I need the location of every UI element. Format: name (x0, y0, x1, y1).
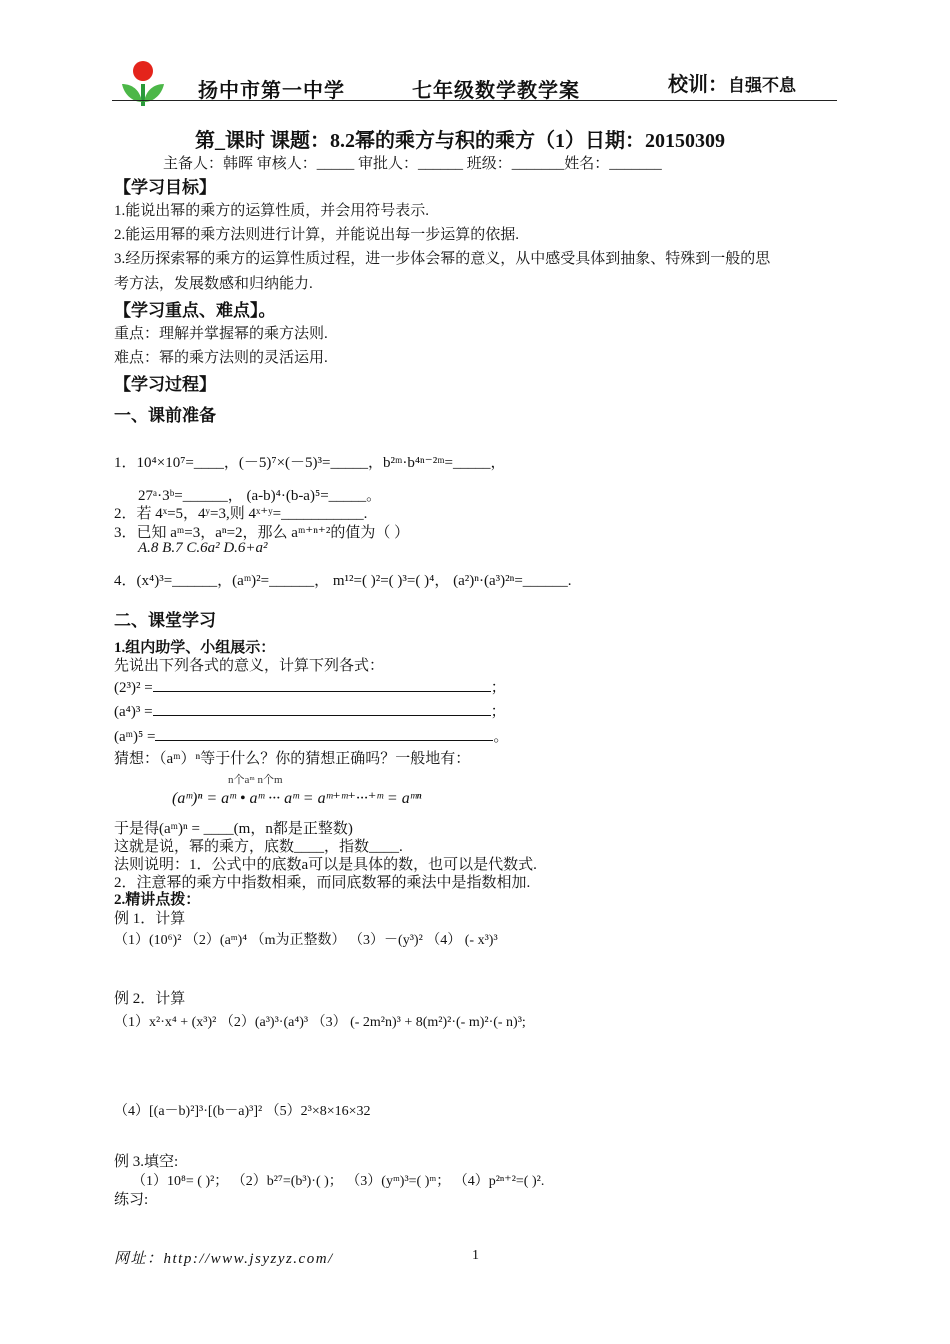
prep-q1b: 27ᵃ·3ᵇ=______， (a-b)⁴·(b-a)⁵=_____。 (138, 488, 382, 504)
example-2-row-2: （4）[(a－b)²]³·[(b－a)³]² （5）2³×8×16×32 (114, 1104, 371, 1119)
class-h2: 2.精讲点拨： (114, 892, 201, 908)
class-intro: 先说出下列各式的意义，计算下列各式： (114, 658, 385, 674)
rule-note-1: 法则说明：1．公式中的底数a可以是具体的数，也可以是代数式. (114, 857, 537, 873)
difficult-point: 难点：幂的乘方法则的灵活运用. (114, 350, 328, 366)
brace-labels: n个aᵐ n个m (228, 774, 283, 786)
goal-item-4: 考方法，发展数感和归纳能力. (114, 276, 313, 292)
expr-3-blank[interactable] (155, 725, 493, 741)
expr-3-lhs: (aᵐ)⁵ = (114, 729, 156, 745)
process-heading: 【学习过程】 (114, 375, 216, 394)
expr-2-lhs: (a⁴)³ = (114, 704, 153, 720)
prep-q2: 2．若 4ˣ=5，4ʸ=3,则 4ˣ⁺ʸ=___________. (114, 506, 368, 522)
section-class-heading: 二、课堂学习 (114, 611, 216, 630)
goal-item-3: 3.经历探索幂的乘方的运算性质过程，进一步体会幂的意义，从中感受具体到抽象、特殊到一般的思 (114, 251, 771, 267)
example-2-title: 例 2．计算 (114, 991, 186, 1007)
motto-label: 校训： (668, 72, 728, 96)
expr-1-end: ； (490, 680, 506, 696)
section-prep-heading: 一、课前准备 (114, 406, 216, 425)
expr-2-blank[interactable] (153, 700, 491, 716)
doc-type: 七年级数学教学案 (412, 78, 580, 102)
expr-1-blank[interactable] (153, 676, 491, 692)
header-rule (112, 100, 837, 101)
page-number: 1 (472, 1248, 479, 1263)
staff-line: 主备人：韩晖 审核人：_____ 审批人：______ 班级：_______姓名：_______ (163, 156, 662, 172)
expr-1 (114, 676, 506, 697)
expr-1-lhs: (2³)² = (114, 680, 153, 696)
motto-text: 自强不息 (728, 76, 796, 96)
example-3-items: （1）10⁸= ( )²； （2）b²⁷=(b³)·( )； （3）(yᵐ)³=( )ᵐ； （4）p²ⁿ⁺²=( )². (132, 1174, 545, 1189)
power-derivation: (aᵐ)ⁿ = aᵐ • aᵐ ··· aᵐ = aᵐ⁺ᵐ⁺···⁺ᵐ = aᵐⁿ (172, 790, 422, 807)
rule-meaning: 这就是说，幂的乘方，底数____，指数____. (114, 839, 403, 855)
example-3-title: 例 3.填空: (114, 1154, 179, 1170)
expr-2 (114, 700, 506, 721)
expr-3-end: 。 (493, 729, 509, 745)
key-point: 重点：理解并掌握幂的乘方法则. (114, 326, 328, 342)
prep-q1a: 1．10⁴×10⁷=____，(－5)⁷×(－5)³=_____，b²ᵐ·b⁴ⁿ⁻²ᵐ=_____， (114, 455, 506, 471)
prep-q4: 4．(x⁴)³=______，(aᵐ)²=______， m¹²=( )²=( )³=( )⁴， (a²)ⁿ·(a³)²ⁿ=______. (114, 573, 572, 589)
rule-note-2: 2．注意幂的乘方中指数相乘，而同底数幂的乘法中是指数相加. (114, 875, 531, 891)
guess-line: 猜想：（aᵐ）ⁿ等于什么？你的猜想正确吗？一般地有： (114, 751, 471, 767)
expr-3 (114, 725, 508, 746)
practice-label: 练习: (114, 1192, 149, 1208)
lesson-title: 第_课时 课题：8.2幂的乘方与积的乘方（1）日期：20150309 (195, 130, 725, 152)
example-2-row-1: （1）x²·x⁴ + (x³)² （2）(a³)³·(a⁴)³ （3） (- 2m²n)³ + 8(m²)²·(- m)²·(- n)³; (114, 1015, 526, 1030)
goal-item-2: 2.能运用幂的乘方法则进行计算，并能说出每一步运算的依据. (114, 227, 520, 243)
example-1-items: （1）(10⁶)² （2）(aᵐ)⁴ （m为正整数） （3）－(y³)² （4） (- x³)³ (114, 933, 498, 948)
school-name: 扬中市第一中学 (198, 78, 345, 102)
prep-q3-options: A.8 B.7 C.6a² D.6+a² (138, 540, 268, 556)
example-1-title: 例 1．计算 (114, 911, 186, 927)
footer-url[interactable]: 网址：http://www.jsyzyz.com/ (114, 1251, 334, 1267)
expr-2-end: ； (490, 704, 506, 720)
keypoints-heading: 【学习重点、难点】。 (114, 301, 276, 320)
prep-q3: 3．已知 aᵐ=3，aⁿ=2，那么 aᵐ⁺ⁿ⁺²的值为（ ） (114, 525, 410, 541)
goals-heading: 【学习目标】 (114, 178, 216, 197)
goal-item-1: 1.能说出幂的乘方的运算性质，并会用符号表示. (114, 203, 430, 219)
school-motto (668, 68, 796, 97)
rule-result: 于是得(aᵐ)ⁿ = ____(m，n都是正整数) (114, 821, 353, 837)
class-h1: 1.组内助学、小组展示： (114, 640, 276, 656)
